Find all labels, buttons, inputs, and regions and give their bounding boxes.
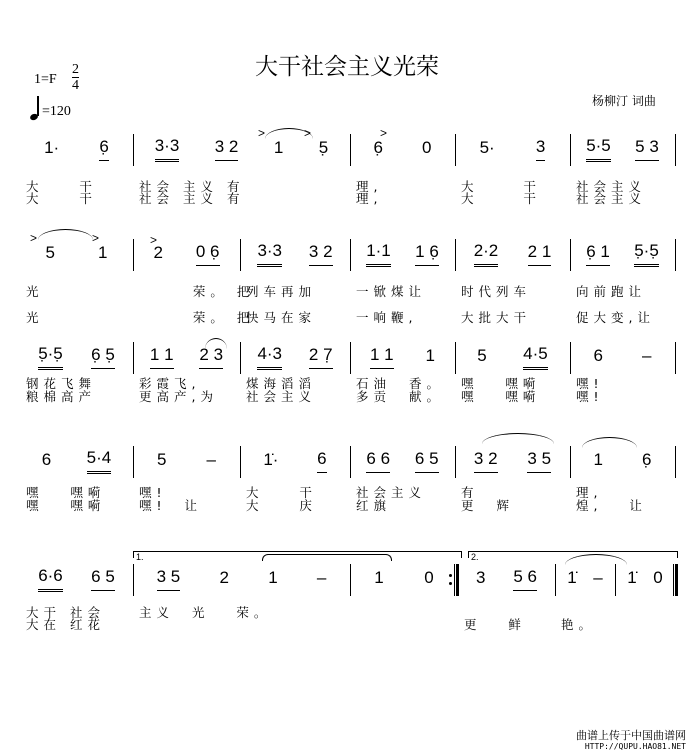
measure-notes	[350, 237, 455, 271]
accent-mark: >	[150, 233, 158, 247]
lyric-verse-2: 嘿!	[576, 389, 604, 404]
lyric-verse-1: 嘿 嘿嗬	[26, 485, 106, 500]
accent-mark: >	[380, 126, 388, 140]
lyric-verse-2: 社会 主义 有	[139, 191, 245, 206]
note-group: 0 6̣	[196, 242, 220, 266]
measure-notes	[240, 444, 350, 478]
tempo-value: =120	[42, 104, 71, 119]
lyric-verse-2: 更 鲜	[464, 617, 526, 632]
note-group: 1̇	[627, 567, 637, 587]
slur	[38, 229, 93, 240]
staff-line	[0, 340, 694, 430]
measure-notes	[570, 340, 675, 374]
measure-notes	[240, 340, 350, 374]
note-group: 1	[273, 137, 284, 157]
note-group: 5 3	[635, 137, 659, 161]
note-group: 0	[422, 137, 432, 157]
lyric-verse-2: 理,	[356, 191, 383, 206]
measure-notes	[350, 444, 455, 478]
measure	[20, 237, 133, 327]
lyric-verse-2: 艳。	[561, 617, 597, 632]
note-group: –	[316, 567, 327, 587]
measure	[615, 562, 675, 652]
lyric-verse-1: 大 干	[246, 485, 317, 500]
note-group: –	[593, 567, 603, 587]
note-group: 5̣	[318, 137, 329, 157]
lyric-verse-2: 大 干	[26, 191, 97, 206]
lyric-verse-2: 促大变,让	[576, 310, 655, 325]
note-group: 4·3	[257, 344, 282, 370]
note-group: 0	[424, 567, 434, 587]
lyric-verse-1: 向前跑让	[576, 284, 647, 299]
measure	[20, 562, 133, 652]
note-group: 2 3	[199, 345, 223, 369]
time-signature	[72, 62, 79, 93]
measure-notes	[458, 562, 555, 596]
lyric-verse-2: 粮棉高产	[26, 389, 97, 404]
watermark-url: HTTP://QUPU.HAO81.NET	[584, 742, 686, 751]
measure	[20, 132, 133, 222]
accent-mark: >	[30, 231, 38, 245]
note-group: 5·4	[87, 448, 112, 474]
lyric-verse-2: 大 干	[461, 191, 541, 206]
lyric-verse-1: 有	[461, 485, 479, 500]
measure	[555, 562, 615, 652]
song-title: 大干社会主义光荣	[255, 54, 439, 80]
time-signature-top: 2	[72, 62, 79, 77]
measure	[350, 340, 455, 430]
note-group: 3 5	[527, 449, 551, 473]
note-group: 1 6̣	[415, 242, 439, 266]
note-group: 2	[219, 567, 229, 587]
note-group: 1	[374, 567, 384, 587]
measure-notes	[350, 562, 458, 596]
measure	[240, 444, 350, 534]
note-group: 1·1	[366, 241, 391, 267]
lyric-verse-2: 大批大干	[461, 310, 532, 325]
lyric-verse-1: 一锨煤让	[356, 284, 427, 299]
measure	[350, 132, 455, 222]
note-group: 5·	[479, 137, 495, 157]
measure-notes	[570, 444, 675, 478]
volta-1: 1.	[133, 551, 462, 558]
note-group: 1	[425, 345, 436, 365]
watermark-text: 曲谱上传于中国曲谱网	[576, 729, 686, 742]
measure-notes	[20, 562, 133, 596]
lyric-verse-1: 社会 主义 有	[139, 179, 245, 194]
note-group: 3 2	[215, 137, 239, 161]
note-group: 3 2	[309, 242, 333, 266]
lyric-verse-2: 社会主义	[576, 191, 647, 206]
note-group: 3·3	[257, 241, 282, 267]
note-group: 5	[477, 345, 487, 365]
lyric-verse-2: 荣。 把	[139, 310, 255, 325]
note-group: 6̣ 5̣	[91, 345, 115, 369]
measure	[570, 132, 675, 222]
lyric-verse-2: 大在 红花	[26, 617, 105, 632]
lyric-verse-1: 社会主义	[356, 485, 427, 500]
lyric-verse-1: 钢花飞舞	[26, 376, 97, 391]
measure-notes	[570, 237, 675, 271]
staff-line	[0, 562, 694, 652]
lyric-verse-1: 彩霞飞,	[139, 376, 201, 391]
lyric-verse-1: 社会主义	[576, 179, 647, 194]
note-group: 1	[593, 449, 603, 469]
watermark	[576, 730, 686, 752]
measure	[455, 340, 570, 430]
note-group: 6 5	[91, 567, 115, 591]
measure	[133, 132, 350, 222]
lyric-verse-1: 嘿!	[139, 485, 167, 500]
staff-line	[0, 132, 694, 222]
note-group: 6	[593, 345, 603, 365]
measure-notes	[455, 340, 570, 374]
note-group: 1 1	[150, 345, 174, 369]
note-group: 3 5	[157, 567, 181, 591]
measure	[455, 444, 570, 534]
lyric-verse-1: 大 干	[461, 179, 541, 194]
note-group: 6 5	[415, 449, 439, 473]
note-group: 2·2	[474, 241, 499, 267]
measure	[570, 444, 675, 534]
final-barline	[673, 564, 678, 596]
note-group: 6	[317, 449, 326, 473]
note-group: 6̣	[642, 449, 652, 469]
barline	[675, 446, 676, 478]
measure	[133, 444, 240, 534]
note-group: 2 1	[528, 242, 552, 266]
note-group: 5̣·5̣	[38, 344, 63, 370]
note-group: 5 6	[513, 567, 537, 591]
lyric-verse-1: 主义 光 荣。	[139, 605, 272, 620]
note-group: –	[206, 449, 216, 469]
volta-2: 2.	[468, 551, 678, 558]
lyric-verse-1: 光	[26, 284, 44, 299]
slur	[482, 433, 554, 444]
measure	[133, 562, 350, 652]
lyric-verse-2: 社会主义	[246, 389, 317, 404]
lyric-verse-2: 一响鞭,	[356, 310, 418, 325]
tempo-marking	[30, 96, 71, 120]
note-group: 1	[98, 242, 108, 262]
note-group: 6̣	[373, 137, 383, 157]
lyric-verse-1: 理,	[576, 485, 603, 500]
note-group: 6	[41, 449, 52, 469]
staff-line	[0, 237, 694, 327]
measure-notes	[615, 562, 675, 596]
measure-notes	[350, 340, 455, 374]
measure-notes	[133, 562, 350, 596]
lyric-verse-1: 嘿 嘿嗬	[461, 376, 541, 391]
note-group: 3	[536, 137, 545, 161]
lyric-verse-2: 煌, 让	[576, 498, 647, 513]
quarter-note-icon	[30, 96, 40, 120]
measure-notes	[20, 340, 133, 374]
measure-notes	[240, 237, 350, 271]
note-group: 5	[157, 449, 167, 469]
staff-line	[0, 444, 694, 534]
lyric-verse-2: 嘿! 让	[139, 498, 202, 513]
measure	[133, 340, 240, 430]
lyric-verse-1: 时代列车	[461, 284, 532, 299]
lyric-verse-2: 嘿 嘿嗬	[461, 389, 541, 404]
lyric-verse-2: 多贡 献。	[356, 389, 444, 404]
measure-notes	[20, 132, 133, 166]
note-group: 6 6	[366, 449, 390, 473]
lyric-verse-2: 光	[26, 310, 44, 325]
lyric-verse-2: 红旗	[356, 498, 392, 513]
note-group: 1	[268, 567, 278, 587]
accent-mark: >	[258, 126, 266, 140]
note-group: 1̇·	[263, 449, 279, 469]
accent-mark: >	[92, 231, 100, 245]
measure	[20, 340, 133, 430]
measure-notes	[455, 444, 570, 478]
measure	[350, 237, 455, 327]
note-group: 0	[653, 567, 663, 587]
lyric-verse-2: 快马在家	[246, 310, 317, 325]
lyric-verse-1: 石油 香。	[356, 376, 444, 391]
lyric-verse-2: 更 辉	[461, 498, 514, 513]
measure	[240, 340, 350, 430]
lyric-verse-1: 理,	[356, 179, 383, 194]
lyric-verse-1: 煤海滔滔	[246, 376, 317, 391]
measure	[570, 340, 675, 430]
note-group: 6̣ 1	[586, 242, 610, 266]
time-signature-bottom: 4	[72, 78, 79, 93]
lyric-verse-1: 大干 社会	[26, 605, 105, 620]
lyric-verse-1: 列车再加	[246, 284, 317, 299]
key-signature: 1=F	[34, 72, 57, 87]
measure-notes	[133, 444, 240, 478]
measure	[240, 237, 350, 327]
measure	[350, 562, 458, 652]
lyric-verse-2: 大 庆	[246, 498, 317, 513]
lyric-verse-2: 更高产,为	[139, 389, 218, 404]
accent-mark: >	[304, 126, 312, 140]
measure-notes	[350, 132, 455, 166]
measure-notes	[455, 237, 570, 271]
measure	[133, 237, 255, 327]
measure	[458, 562, 555, 652]
measure-notes	[133, 132, 350, 166]
note-group: 3·3	[155, 136, 180, 162]
measure	[570, 237, 675, 327]
note-group: –	[642, 345, 652, 365]
measure	[20, 444, 133, 534]
barline	[675, 342, 676, 374]
note-group: 6·6	[38, 566, 63, 592]
measure	[455, 237, 570, 327]
measure-notes	[20, 444, 133, 478]
note-group: 3 2	[474, 449, 498, 473]
measure-notes	[455, 132, 570, 166]
lyric-verse-1: 大 干	[26, 179, 97, 194]
note-group: 3	[475, 567, 486, 587]
note-group: 2 7̣	[309, 345, 333, 369]
author-credit: 杨柳汀 词曲	[592, 94, 656, 108]
note-group: 5·5	[586, 136, 611, 162]
slur	[582, 437, 637, 448]
lyric-verse-1: 荣。 把	[139, 284, 255, 299]
note-group: 5̣·5̣	[634, 241, 659, 267]
measure	[455, 132, 570, 222]
note-group: 1 1	[370, 345, 394, 369]
lyric-verse-2: 嘿 嘿嗬	[26, 498, 106, 513]
note-group: 2	[153, 242, 163, 262]
measure-notes	[555, 562, 615, 596]
barline	[675, 134, 676, 166]
lyric-verse-1: 嘿!	[576, 376, 604, 391]
barline	[675, 239, 676, 271]
measure-notes	[570, 132, 675, 166]
measure	[350, 444, 455, 534]
note-group: 6̣	[99, 137, 108, 161]
note-group: 1̇	[567, 567, 577, 587]
note-group: 5	[45, 242, 55, 262]
note-group: 1·	[44, 137, 60, 157]
note-group: 4·5	[523, 344, 548, 370]
